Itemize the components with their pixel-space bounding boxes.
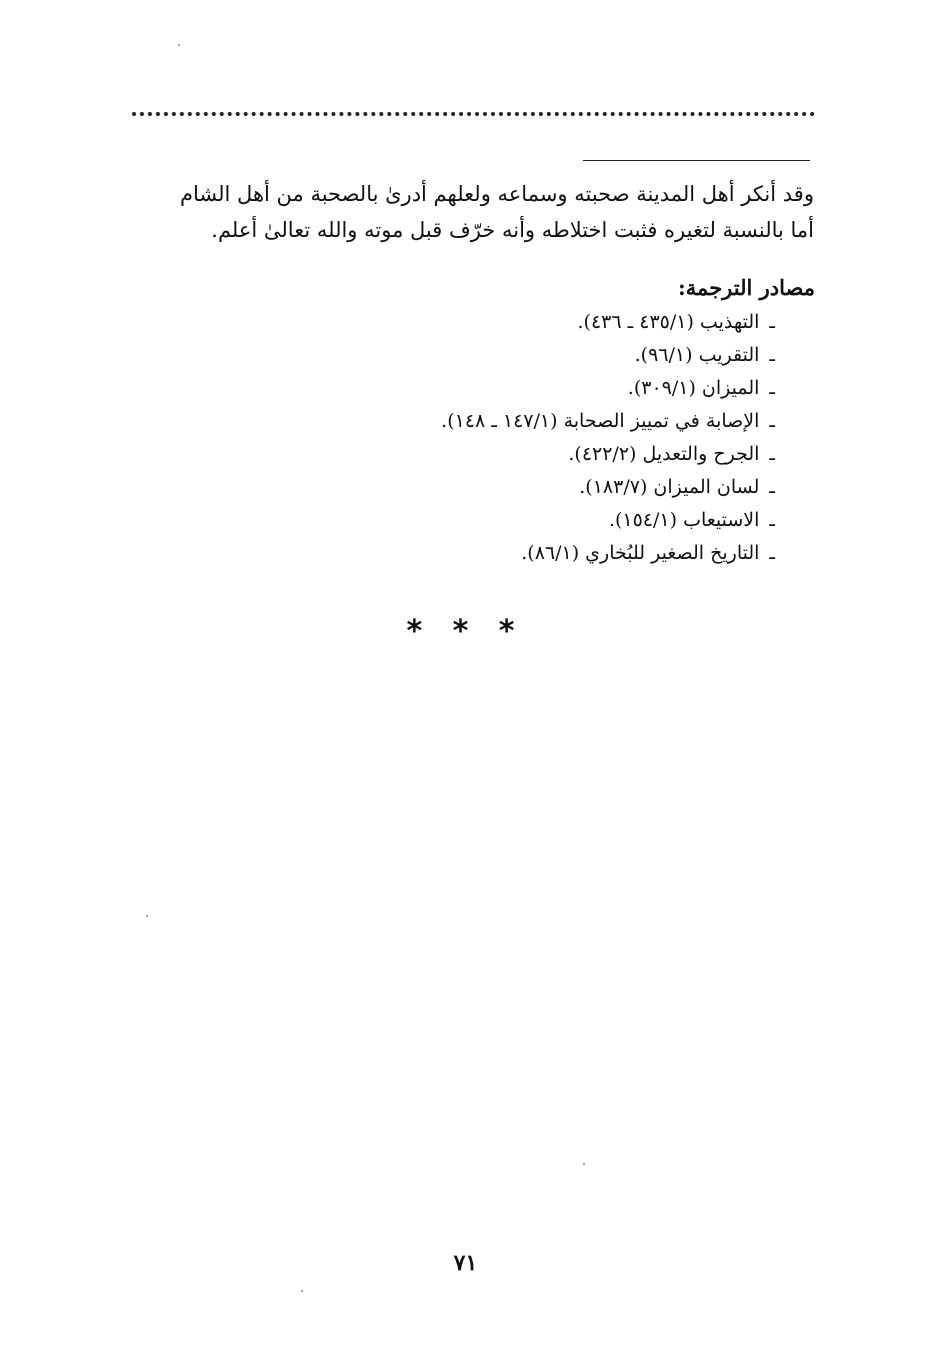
source-item [441, 537, 775, 570]
list-dash: ـ [769, 377, 775, 399]
section-separator: * * * [406, 614, 525, 649]
source-text: التقريب (٩٦/١). [634, 344, 760, 366]
source-text: التاريخ الصغير للبُخاري (٨٦/١). [521, 542, 760, 564]
scan-speck [178, 44, 180, 46]
body-paragraph [110, 176, 814, 248]
source-text: التهذيب (٤٣٥/١ ـ ٤٣٦). [577, 311, 760, 333]
source-item [441, 438, 775, 471]
page-number: ٧١ [453, 1250, 478, 1276]
list-dash: ـ [769, 443, 775, 465]
source-item [441, 504, 775, 537]
list-dash: ـ [769, 542, 775, 564]
scan-speck [583, 1163, 585, 1165]
list-dash: ـ [769, 476, 775, 498]
dotted-rule [132, 112, 815, 116]
source-text: الإصابة في تمييز الصحابة (١٤٧/١ ـ ١٤٨). [441, 410, 760, 432]
source-item [441, 372, 775, 405]
scan-speck [146, 915, 148, 917]
paragraph-line: أما بالنسبة لتغيره فثبت اختلاطه وأنه خرّف قبل موته والله تعالىٰ أعلم. [211, 218, 814, 242]
source-item [441, 471, 775, 504]
list-dash: ـ [769, 509, 775, 531]
paragraph-line: وقد أنكر أهل المدينة صحبته وسماعه ولعلهم أدرىٰ بالصحبة من أهل الشام [180, 182, 814, 206]
source-item [441, 306, 775, 339]
source-text: الاستيعاب (١٥٤/١). [608, 509, 760, 531]
source-item [441, 339, 775, 372]
source-item [441, 405, 775, 438]
list-dash: ـ [769, 344, 775, 366]
source-text: لسان الميزان (١٨٣/٧). [579, 476, 760, 498]
sources-heading: مصادر الترجمة: [678, 275, 815, 300]
sources-list [441, 306, 775, 570]
footnote-rule [583, 160, 810, 161]
source-text: الجرح والتعديل (٤٢٢/٢). [568, 443, 760, 465]
scan-speck [301, 1290, 303, 1292]
list-dash: ـ [769, 311, 775, 333]
list-dash: ـ [769, 410, 775, 432]
source-text: الميزان (٣٠٩/١). [627, 377, 760, 399]
